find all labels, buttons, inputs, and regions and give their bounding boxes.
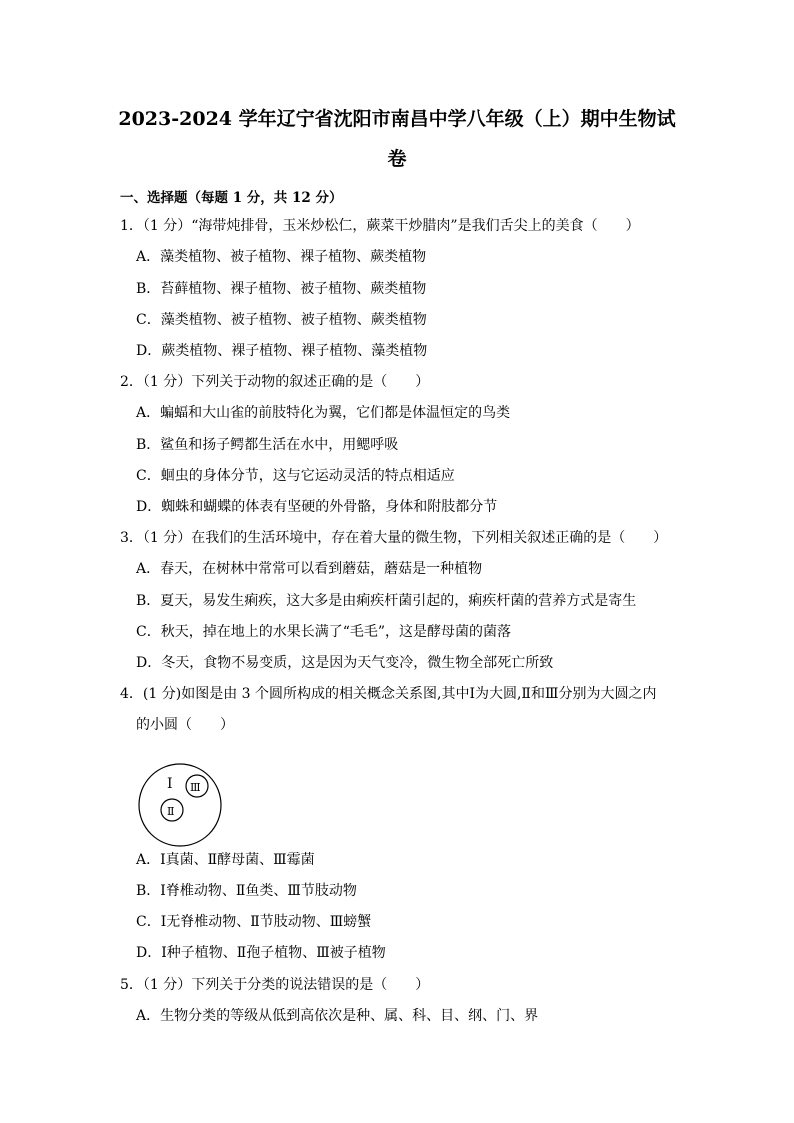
question-4-option-c: C．Ⅰ无脊椎动物、Ⅱ节肢动物、Ⅲ螃蟹 [136, 914, 372, 930]
document-title-line1: 2023-2024 学年辽宁省沈阳市南昌中学八年级（上）期中生物试 [118, 108, 676, 130]
big-circle-i [139, 764, 221, 846]
concept-circle-diagram [137, 762, 223, 848]
question-1-option-d: D．蕨类植物、裸子植物、裸子植物、藻类植物 [136, 343, 428, 359]
question-2-option-b: B．鲨鱼和扬子鳄都生活在水中，用鳃呼吸 [136, 437, 399, 453]
question-2-option-c: C．蛔虫的身体分节，这与它运动灵活的特点相适应 [136, 468, 455, 484]
question-4-option-d: D．Ⅰ种子植物、Ⅱ孢子植物、Ⅲ被子植物 [136, 945, 386, 961]
question-4-stem-line1: 4．(1 分)如图是由 3 个圆所构成的相关概念关系图,其中Ⅰ为大圆,Ⅱ和Ⅲ分别为大圆之内 [120, 686, 657, 702]
question-3-option-a: A．春天，在树林中常常可以看到蘑菇，蘑菇是一种植物 [136, 561, 483, 577]
question-4-stem-line2: 的小圆（ ） [136, 717, 234, 733]
question-1-option-a: A．藻类植物、被子植物、裸子植物、蕨类植物 [136, 249, 427, 265]
question-3-option-b: B．夏天，易发生痢疾，这大多是由痢疾杆菌引起的，痢疾杆菌的营养方式是寄生 [136, 593, 637, 609]
document-title-line2: 卷 [387, 148, 407, 170]
label-small-circle-ii: Ⅱ [167, 805, 175, 818]
question-2-option-d: D．蜘蛛和蝴蝶的体表有坚硬的外骨骼，身体和附肢都分节 [136, 499, 498, 515]
question-1-stem: 1．（1 分）“海带炖排骨，玉米炒松仁，蕨菜干炒腊肉”是我们舌尖上的美食（ ） [120, 218, 640, 234]
section-heading: 一、选择题（每题 1 分，共 12 分） [120, 190, 343, 206]
question-2-stem: 2．（1 分）下列关于动物的叙述正确的是（ ） [120, 374, 430, 390]
question-5-stem: 5．（1 分）下列关于分类的说法错误的是（ ） [120, 977, 430, 993]
question-4-option-a: A．Ⅰ真菌、Ⅱ酵母菌、Ⅲ霉菌 [136, 852, 315, 868]
question-2-option-a: A．蝙蝠和大山雀的前肢特化为翼，它们都是体温恒定的鸟类 [136, 405, 511, 421]
label-big-circle: Ⅰ [167, 776, 173, 792]
question-3-stem: 3．（1 分）在我们的生活环境中，存在着大量的微生物，下列相关叙述正确的是（ ） [120, 530, 668, 546]
question-3-option-d: D．冬天，食物不易变质，这是因为天气变冷，微生物全部死亡所致 [136, 655, 554, 671]
question-5-option-a: A．生物分类的等级从低到高依次是种、属、科、目、纲、门、界 [136, 1008, 539, 1024]
question-1-option-b: B．苔藓植物、裸子植物、被子植物、蕨类植物 [136, 281, 427, 297]
label-small-circle-iii: Ⅲ [190, 781, 201, 794]
question-3-option-c: C．秋天，掉在地上的水果长满了“毛毛”，这是酵母菌的菌落 [136, 624, 512, 640]
question-4-option-b: B．Ⅰ脊椎动物、Ⅱ鱼类、Ⅲ节肢动物 [136, 883, 357, 899]
question-1-option-c: C．藻类植物、被子植物、被子植物、蕨类植物 [136, 312, 427, 328]
